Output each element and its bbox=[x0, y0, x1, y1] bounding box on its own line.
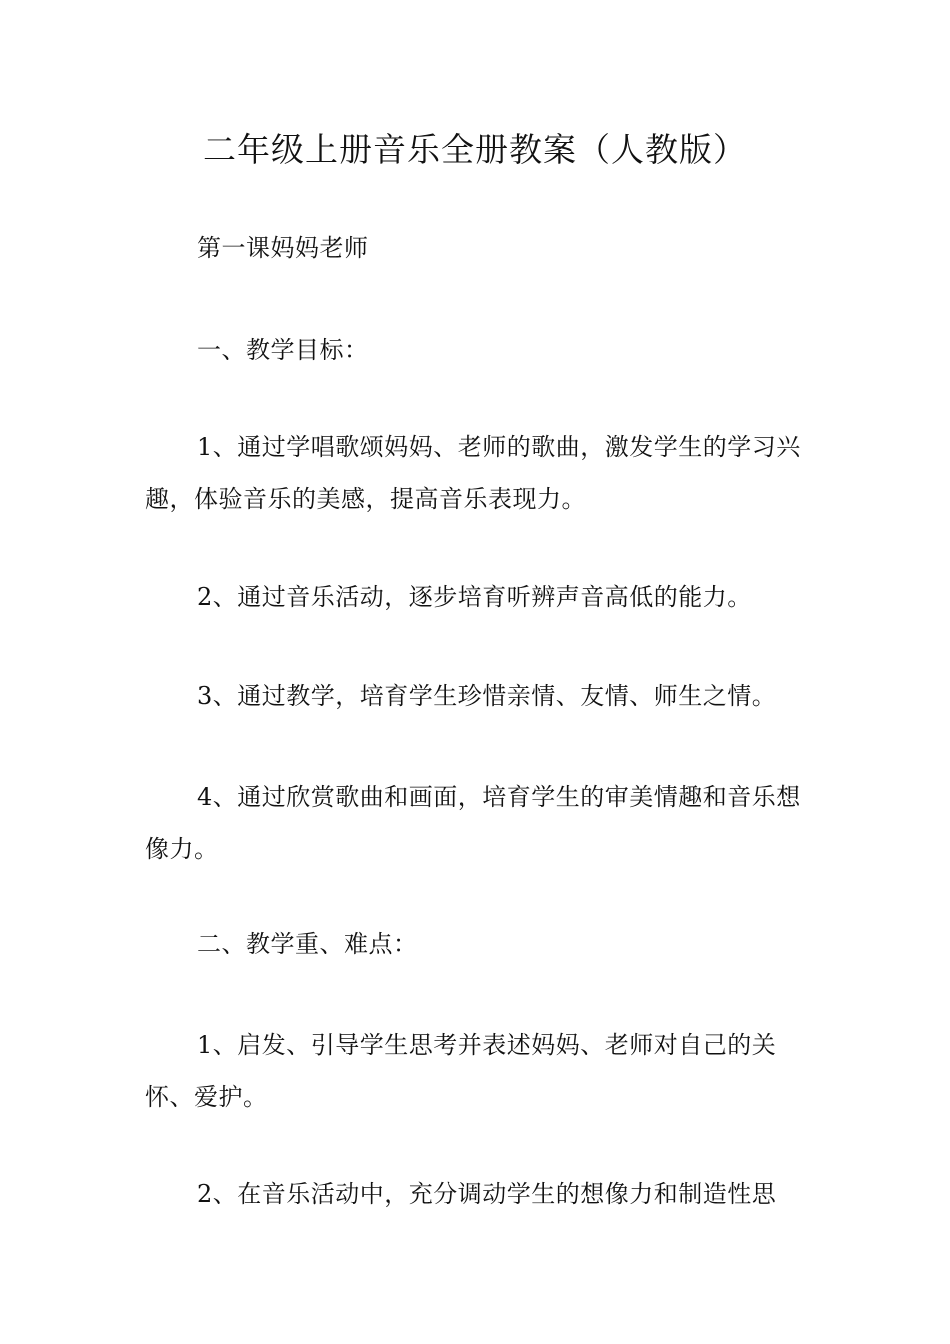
section-heading-goals: 一、教学目标： bbox=[197, 336, 369, 364]
section-heading-key-points: 二、教学重、难点： bbox=[197, 930, 418, 958]
lesson-title: 第一课妈妈老师 bbox=[197, 234, 369, 262]
key-point-item: 1、启发、引导学生思考并表述妈妈、老师对自己的关怀、爱护。 bbox=[145, 1031, 777, 1111]
document-title: 二年级上册音乐全册教案（人教版） bbox=[203, 130, 747, 169]
goal-item: 1、通过学唱歌颂妈妈、老师的歌曲，激发学生的学习兴趣，体验音乐的美感，提高音乐表现力。 bbox=[145, 433, 801, 513]
goal-item: 2、通过音乐活动，逐步培育听辨声音高低的能力。 bbox=[197, 583, 752, 611]
goal-item: 4、通过欣赏歌曲和画面，培育学生的审美情趣和音乐想像力。 bbox=[145, 783, 801, 863]
key-point-item: 2、在音乐活动中，充分调动学生的想像力和制造性思 bbox=[197, 1180, 777, 1208]
goal-item: 3、通过教学，培育学生珍惜亲情、友情、师生之情。 bbox=[197, 682, 777, 710]
